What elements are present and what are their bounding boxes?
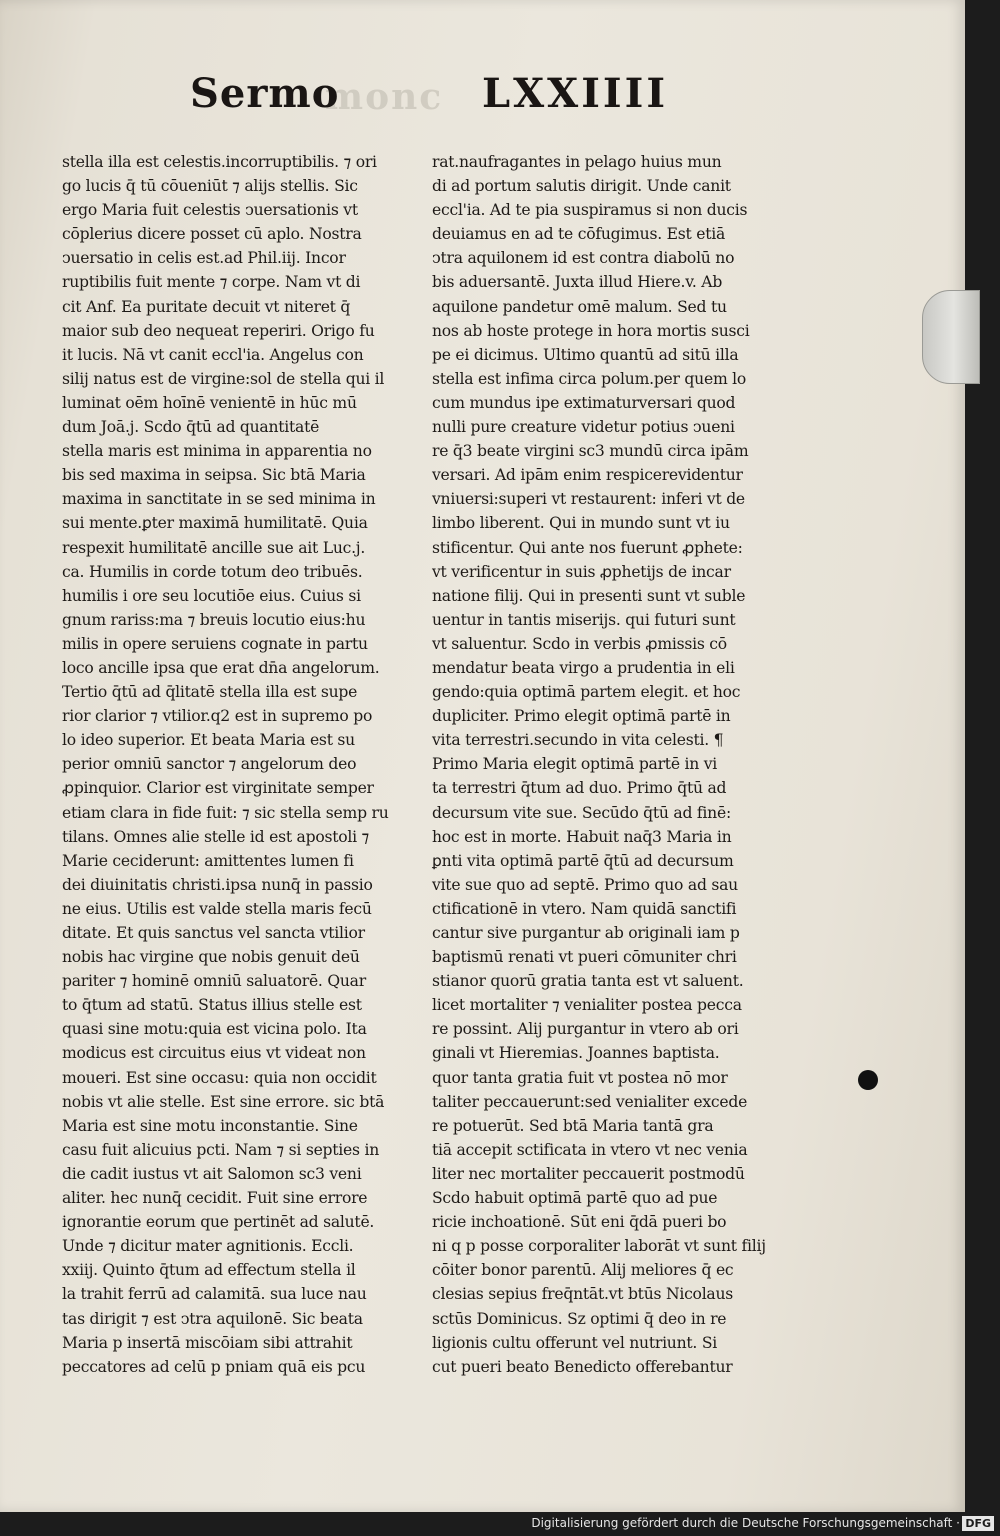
text-line: xxiij. Quinto q̄tum ad effectum stella il <box>62 1261 356 1280</box>
text-line: la trahit ferrū ad calamitā. sua luce nau <box>62 1285 367 1304</box>
bleed-through-text: monc <box>325 76 444 118</box>
text-line: peccatores ad celū p pniam quā eis pcu <box>62 1357 366 1376</box>
text-line: ligionis cultu offerunt vel nutriunt. Si <box>432 1333 717 1352</box>
text-line: quor tanta gratia fuit vt postea nō mor <box>432 1068 728 1087</box>
text-line: perior omniū sanctor ⁊ angelorum deo <box>62 755 357 774</box>
text-line: re potuerūt. Sed btā Maria tantā gra <box>432 1116 714 1135</box>
text-line: rat.naufragantes in pelago huius mun <box>432 153 722 171</box>
text-line: ↄtra aquilonem id est contra diabolū no <box>432 249 735 268</box>
text-line: licet mortaliter ⁊ venialiter postea pecca <box>432 996 742 1015</box>
text-line: maxima in sanctitate in se sed minima in <box>62 490 376 509</box>
text-line: nulli pure creature videtur potius ↄueni <box>432 418 735 437</box>
text-line: vniuersi:superi vt restaurent: inferi vt de <box>432 490 745 509</box>
text-line: vt verificentur in suis ꝓphetijs de incar <box>432 562 731 581</box>
text-line: ergo Maria fuit celestis ↄuersationis vt <box>62 201 358 220</box>
text-line: dei diuinitatis christi.ipsa nunq̄ in passio <box>62 875 373 894</box>
text-line: stella est infima circa polum.per quem lo <box>432 369 747 388</box>
text-line: to q̄tum ad statū. Status illius stelle est <box>62 996 362 1015</box>
text-line: Maria est sine motu inconstantie. Sine <box>62 1116 358 1135</box>
text-line: dum Joā.j. Scdo q̄tū ad quantitatē <box>62 418 320 437</box>
text-line: liter nec mortaliter peccauerit postmodū <box>432 1164 745 1183</box>
text-line: natione filij. Qui in presenti sunt vt suble <box>432 586 746 605</box>
text-line: ginali vt Hieremias. Joannes baptista. <box>432 1044 720 1063</box>
text-line: milis in opere seruiens cognate in partu <box>62 634 368 653</box>
text-line: vite sue quo ad septē. Primo quo ad sau <box>432 875 738 894</box>
text-line: it lucis. Nā vt canit eccl'ia. Angelus con <box>62 345 364 364</box>
text-line: aquilone pandetur omē malum. Sed tu <box>432 297 727 316</box>
running-header-left: Sermo <box>190 70 340 117</box>
text-line: eccl'ia. Ad te pia suspiramus si non ducis <box>432 201 748 220</box>
text-line: modicus est circuitus eius vt videat non <box>62 1044 366 1063</box>
text-line: cit Anf. Ea puritate decuit vt niteret q̄ <box>62 297 351 316</box>
text-line: stianor quorū gratia tanta est vt saluent. <box>432 972 744 991</box>
text-line: tiā accepit sctificata in vtero vt nec venia <box>432 1140 748 1159</box>
text-line: sui mente.ꝑter maximā humilitatē. Quia <box>62 514 368 533</box>
text-column-left <box>62 150 422 1379</box>
text-line: decursum vite sue. Secūdo q̄tū ad finē: <box>432 803 731 822</box>
text-line: ignorantie eorum que pertinēt ad salutē. <box>62 1213 375 1232</box>
text-line: maior sub deo nequeat reperiri. Origo fu <box>62 321 375 340</box>
text-line: Tertio q̄tū ad q̄litatē stella illa est supe <box>62 683 358 702</box>
text-line: humilis i ore seu locutiōe eius. Cuius si <box>62 586 361 605</box>
text-line: ctificationē in vtero. Nam quidā sanctifi <box>432 899 737 918</box>
text-line: cantur sive purgantur ab originali iam p <box>432 924 740 942</box>
text-line: re q̄3 beate virgini sc3 mundū circa ipām <box>432 442 749 461</box>
text-line: re possint. Alij purgantur in vtero ab ori <box>432 1020 739 1039</box>
text-line: ditate. Et quis sanctus vel sancta vtilior <box>62 924 365 942</box>
text-line: moueri. Est sine occasu: quia non occidit <box>62 1068 377 1087</box>
text-line: mendatur beata virgo a prudentia in eli <box>432 658 735 677</box>
text-line: Scdo habuit optimā partē quo ad pue <box>432 1189 718 1208</box>
ink-spot <box>858 1070 878 1090</box>
text-line: nobis vt alie stelle. Est sine errore. sic btā <box>62 1092 385 1111</box>
text-line: vita terrestri.secundo in vita celesti. ¶ <box>432 731 724 750</box>
text-line: luminat oēm hoīnē venientē in hūc mū <box>62 393 357 412</box>
text-line: stella maris est minima in apparentia no <box>62 442 372 461</box>
text-line: die cadit iustus vt ait Salomon sc3 veni <box>62 1164 362 1183</box>
text-line: gnum rariss:ma ⁊ breuis locutio eius:hu <box>62 610 366 629</box>
text-line: ↄuersatio in celis est.ad Phil.iij. Incor <box>62 249 346 268</box>
text-line: stificentur. Qui ante nos fuerunt ꝓphete: <box>432 538 743 557</box>
text-line: etiam clara in fide fuit: ⁊ sic stella semp ru <box>62 803 389 822</box>
dfg-logo: DFG <box>962 1516 994 1531</box>
text-line: ricie inchoationē. Sūt eni q̄dā pueri bo <box>432 1213 727 1232</box>
text-line: loco ancille ipsa que erat dn̄a angelorum. <box>62 658 380 677</box>
text-line: bis aduersantē. Juxta illud Hiere.v. Ab <box>432 273 723 292</box>
folio-number: LXXIIII <box>482 70 669 117</box>
funding-credit: Digitalisierung gefördert durch die Deutsche Forschungsgemeinschaft · <box>531 1516 960 1530</box>
text-line: cōiter bonor parentū. Alij meliores q̄ ec <box>432 1261 734 1280</box>
text-line: pariter ⁊ hominē omniū saluatorē. Quar <box>62 972 366 991</box>
text-line: quasi sine motu:quia est vicina polo. Ita <box>62 1020 367 1039</box>
text-line: casu fuit alicuius pcti. Nam ⁊ si septies in <box>62 1140 380 1159</box>
text-line: go lucis q̄ tū cōueniūt ⁊ alijs stellis. Sic <box>62 177 358 196</box>
text-line: Marie ceciderunt: amittentes lumen fi <box>62 851 354 870</box>
text-line: deuiamus en ad te cōfugimus. Est etiā <box>432 225 726 244</box>
text-line: cut pueri beato Benedicto offerebantur <box>432 1357 733 1376</box>
text-line: sctūs Dominicus. Sz optimi q̄ deo in re <box>432 1309 727 1328</box>
text-line: ni q p posse corporaliter laborāt vt sunt filij <box>432 1237 766 1256</box>
text-line: cum mundus ipe extimaturversari quod <box>432 393 736 412</box>
text-line: limbo liberent. Qui in mundo sunt vt iu <box>432 514 730 533</box>
footer-bar <box>0 1512 1000 1536</box>
text-line: baptismū renati vt pueri cōmuniter chri <box>432 948 737 967</box>
text-line: di ad portum salutis dirigit. Unde canit <box>432 177 731 196</box>
text-line: clesias sepius freq̄ntāt.vt btūs Nicolaus <box>432 1285 734 1304</box>
text-line: ne eius. Utilis est valde stella maris fecū <box>62 899 372 918</box>
text-line: respexit humilitatē ancille sue ait Luc.j. <box>62 538 366 557</box>
text-line: cōplerius dicere posset cū aplo. Nostra <box>62 225 362 244</box>
text-line: vt saluentur. Scdo in verbis ꝓmissis cō <box>432 634 727 653</box>
text-line: ꝓpinquior. Clarior est virginitate semper <box>62 779 374 798</box>
text-line: tas dirigit ⁊ est ↄtra aquilonē. Sic beata <box>62 1309 363 1328</box>
text-line: gendo:quia optimā partem elegit. et hoc <box>432 683 741 702</box>
text-line: rior clarior ⁊ vtilior.q2 est in supremo po <box>62 707 373 726</box>
text-line: lo ideo superior. Et beata Maria est su <box>62 731 355 750</box>
text-line: Maria p insertā miscōiam sibi attrahit <box>62 1333 353 1352</box>
page-clip-icon <box>922 290 980 384</box>
text-line: nobis hac virgine que nobis genuit deū <box>62 948 360 967</box>
text-line: dupliciter. Primo elegit optimā partē in <box>432 707 731 726</box>
text-line: versari. Ad ipām enim respicerevidentur <box>432 466 743 485</box>
text-line: Unde ⁊ dicitur mater agnitionis. Eccli. <box>62 1237 354 1256</box>
text-line: ꝑnti vita optimā partē q̄tū ad decursum <box>432 851 734 870</box>
text-line: aliter. hec nunq̄ cecidit. Fuit sine errore <box>62 1189 368 1208</box>
text-line: ca. Humilis in corde totum deo tribuēs. <box>62 562 363 581</box>
text-line: ta terrestri q̄tum ad duo. Primo q̄tū ad <box>432 779 727 798</box>
text-line: bis sed maxima in seipsa. Sic btā Maria <box>62 466 366 485</box>
text-line: Primo Maria elegit optimā partē in vi <box>432 755 718 774</box>
text-column-right <box>432 150 794 1379</box>
text-line: stella illa est celestis.incorruptibilis. ⁊ ori <box>62 153 377 171</box>
text-line: uentur in tantis miserijs. qui futuri sunt <box>432 610 736 629</box>
text-line: tilans. Omnes alie stelle id est apostoli ⁊ <box>62 827 370 846</box>
text-line: taliter peccauerunt:sed venialiter excede <box>432 1092 748 1111</box>
text-line: nos ab hoste protege in hora mortis susci <box>432 321 750 340</box>
text-line: ruptibilis fuit mente ⁊ corpe. Nam vt di <box>62 273 361 292</box>
text-line: silij natus est de virgine:sol de stella qui il <box>62 369 385 388</box>
text-line: pe ei dicimus. Ultimo quantū ad sitū illa <box>432 345 739 364</box>
text-line: hoc est in morte. Habuit naq̄3 Maria in <box>432 827 732 846</box>
